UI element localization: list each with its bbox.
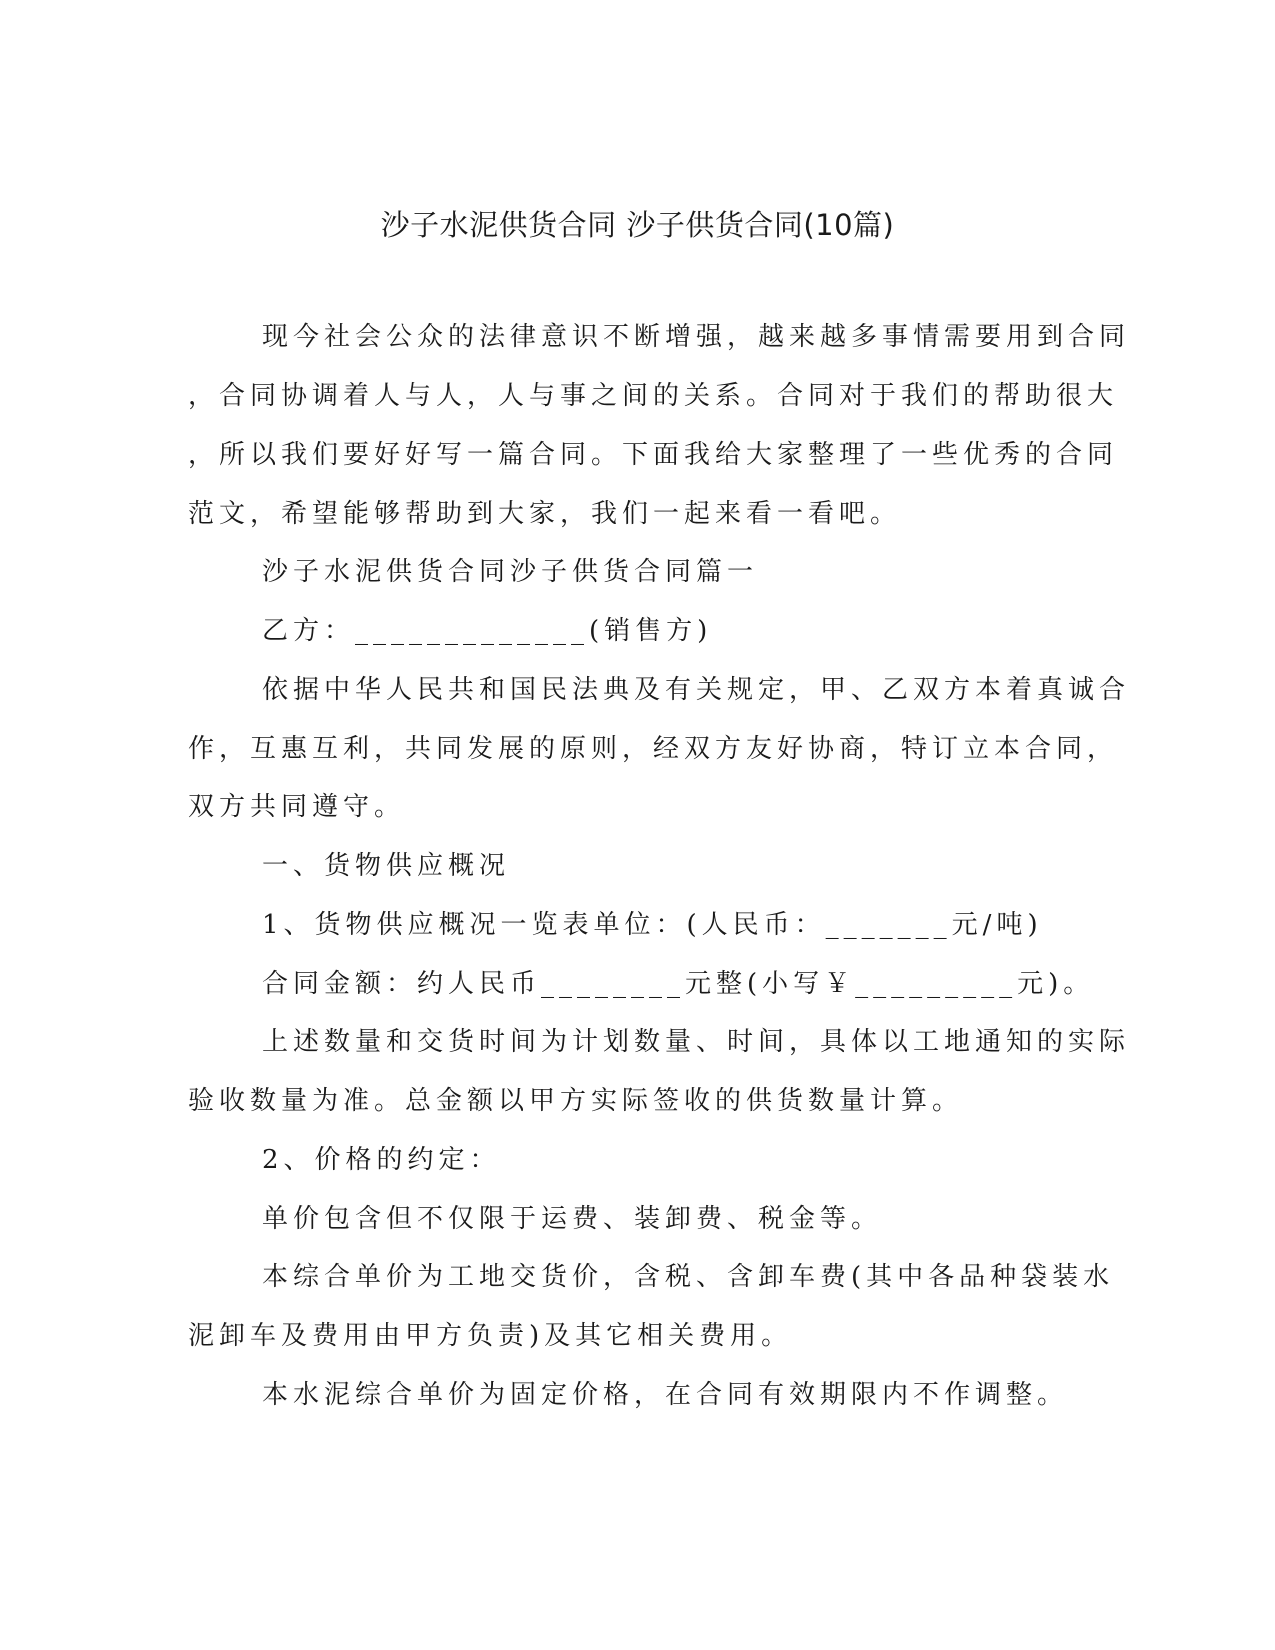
paragraph-line: 范文，希望能够帮助到大家，我们一起来看一看吧。 (188, 499, 902, 529)
paragraph-line: 上述数量和交货时间为计划数量、时间，具体以工地通知的实际 (262, 1027, 1131, 1057)
paragraph-line: 现今社会公众的法律意识不断增强，越来越多事情需要用到合同 (262, 322, 1131, 352)
paragraph-line: 验收数量为准。总金额以甲方实际签收的供货数量计算。 (188, 1086, 964, 1116)
paragraph-line: 依据中华人民共和国民法典及有关规定，甲、乙双方本着真诚合 (262, 675, 1131, 705)
paragraph-line: ，合同协调着人与人，人与事之间的关系。合同对于我们的帮助很大 (188, 381, 1119, 411)
paragraph-line: 本综合单价为工地交货价，含税、含卸车费(其中各品种袋装水 (262, 1262, 1115, 1292)
paragraph-line: 本水泥综合单价为固定价格，在合同有效期限内不作调整。 (262, 1380, 1069, 1410)
paragraph-line: 单价包含但不仅限于运费、装卸费、税金等。 (262, 1204, 883, 1234)
party-b-line: 乙方：_____________(销售方) (262, 616, 713, 646)
section-heading: 沙子水泥供货合同沙子供货合同篇一 (262, 557, 759, 587)
paragraph-line: 双方共同遵守。 (188, 792, 406, 822)
document-title: 沙子水泥供货合同 沙子供货合同(10篇) (380, 208, 895, 242)
paragraph-line: 合同金额：约人民币________元整(小写￥_________元)。 (262, 969, 1095, 999)
paragraph-line: 泥卸车及费用由甲方负责)及其它相关费用。 (188, 1321, 793, 1351)
paragraph-line: 1、货物供应概况一览表单位：(人民币：_______元/吨) (262, 910, 1043, 940)
paragraph-line: ，所以我们要好好写一篇合同。下面我给大家整理了一些优秀的合同 (188, 440, 1119, 470)
clause-heading: 一、货物供应概况 (262, 851, 511, 881)
paragraph-line: 作，互惠互利，共同发展的原则，经双方友好协商，特订立本合同， (188, 734, 1119, 764)
clause-heading: 2、价格的约定： (262, 1145, 501, 1175)
